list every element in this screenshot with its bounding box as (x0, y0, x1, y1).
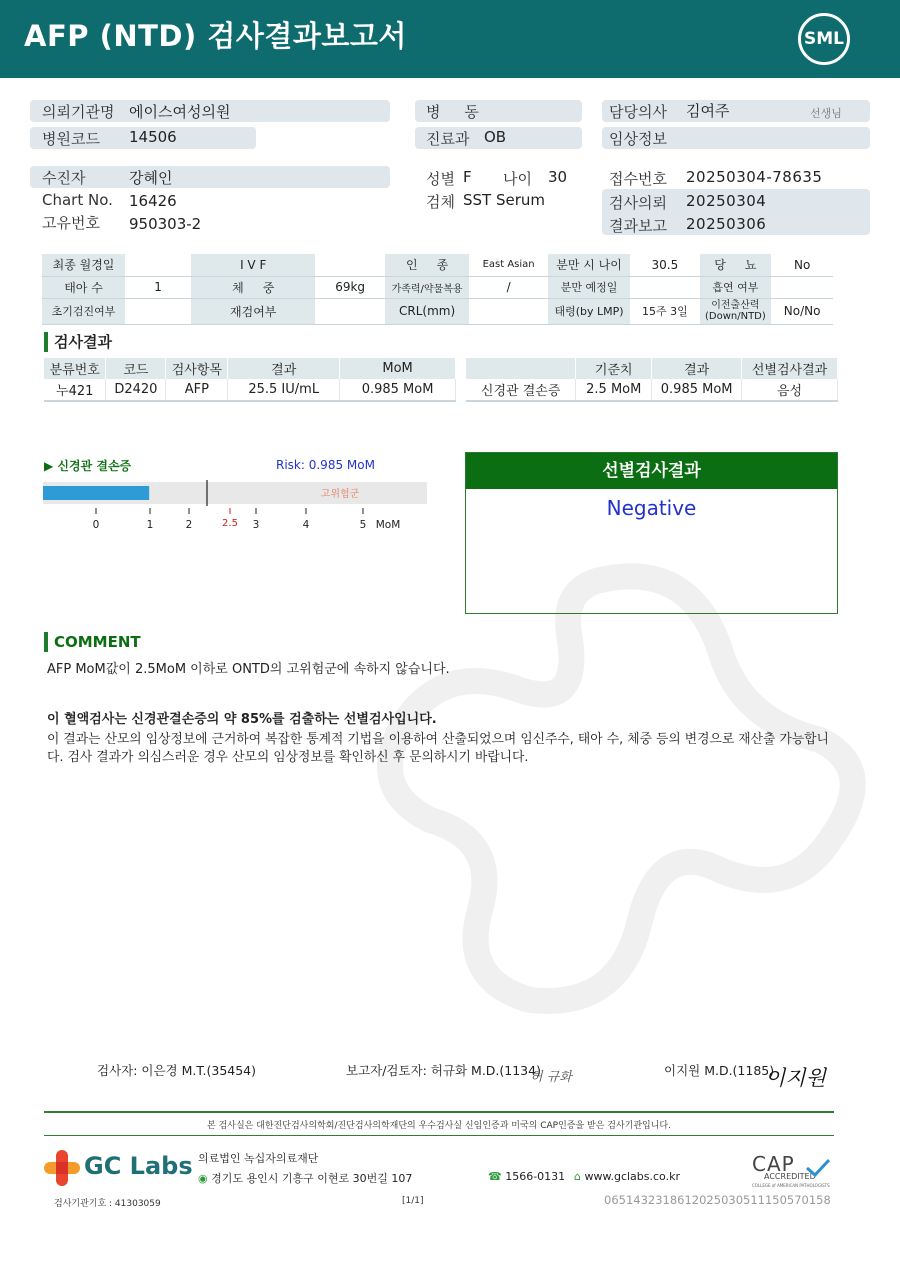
cap-logo: CAP (752, 1152, 795, 1176)
phone (488, 1170, 565, 1183)
col-header: 결과 (652, 358, 742, 379)
first-exam-value (125, 298, 191, 324)
clinical-label: 임상정보 (609, 130, 667, 148)
ga-value: 15주 3일 (630, 298, 699, 324)
unique-no-value: 950303-2 (129, 215, 202, 233)
clinical-row (42, 298, 833, 324)
ivf-value (315, 254, 385, 276)
retest-label: 재검여부 (191, 298, 315, 324)
triangle-icon: ▶ (44, 459, 54, 473)
col-header (466, 358, 576, 379)
prior-birth-value: No/No (771, 298, 833, 324)
tick-label: 2 (185, 519, 193, 531)
due-date-label: 분만 예정일 (548, 276, 630, 298)
patient-label: 수진자 (42, 169, 86, 187)
chart-no-label: Chart No. (42, 191, 113, 209)
receipt-label: 접수번호 (609, 170, 667, 188)
clinical-info-table (42, 254, 833, 325)
foundation-name: 의료법인 녹십자의료재단 (198, 1152, 319, 1165)
table-cell: 2.5 MoM (576, 379, 652, 401)
comment-title: COMMENT (44, 632, 141, 652)
family-history-value: / (469, 276, 548, 298)
handwritten-signature-1: 허 규화 (530, 1070, 572, 1085)
smoking-value (771, 276, 833, 298)
footer-divider (44, 1111, 834, 1113)
comment-line-1: AFP MoM값이 2.5MoM 이하로 ONTD의 고위험군에 속하지 않습니다. (47, 662, 450, 677)
prior-birth-label: 이전출산력 (Down/NTD) (700, 298, 772, 324)
check-icon (805, 1158, 831, 1178)
tick-label: 1 (146, 519, 154, 531)
home-icon: ⌂ (574, 1170, 581, 1183)
address-text: 경기도 용인시 기흥구 이현로 30번길 107 (211, 1172, 413, 1185)
col-header: 기준치 (576, 358, 652, 379)
dept-label: 진료과 (426, 130, 470, 148)
retest-value (315, 298, 385, 324)
doctor-value: 김여주 (686, 102, 730, 120)
weight-value: 69kg (315, 276, 385, 298)
cutoff-label: 2.5 (222, 518, 238, 529)
footer-divider (44, 1135, 834, 1136)
request-label: 검사의뢰 (609, 194, 667, 212)
screening-result-header: 선별검사결과 (466, 453, 837, 489)
chart-no-value: 16426 (129, 192, 177, 210)
results-section-title: 검사결과 (44, 332, 112, 352)
location-pin-icon: ◉ (198, 1172, 208, 1185)
comment-bold: 이 혈액검사는 신경관결손증의 약 85%를 검출하는 선별검사입니다. (47, 712, 437, 727)
fetus-count-value: 1 (125, 276, 191, 298)
high-risk-label: 고위험군 (320, 489, 360, 500)
request-value: 20250304 (686, 192, 767, 210)
address (198, 1170, 412, 1186)
ivf-label: I V F (191, 254, 315, 276)
inst-value: 에이스여성의원 (129, 103, 231, 121)
inst-label: 의뢰기관명 (42, 103, 115, 121)
lmp-label: 최종 월경일 (42, 254, 125, 276)
col-header: 코드 (106, 358, 166, 379)
table-cell: 25.5 IU/mL (228, 379, 340, 401)
diabetes-label: 당 뇨 (700, 254, 772, 276)
results-table (44, 358, 456, 402)
inst-code: 검사기관기호 : 41303059 (54, 1199, 161, 1209)
specimen-label: 검체 (426, 193, 455, 211)
risk-chart-title (44, 457, 131, 474)
clinical-row (42, 276, 833, 298)
table-row (44, 379, 456, 401)
diabetes-value: No (771, 254, 833, 276)
smoking-label: 흡연 여부 (700, 276, 772, 298)
screening-result-value: Negative (466, 495, 837, 520)
table-row (466, 379, 838, 401)
doctor-suffix: 선생님 (810, 107, 842, 120)
table-cell: 0.985 MoM (340, 379, 456, 401)
age-value: 30 (548, 168, 568, 186)
screening-table (466, 358, 838, 402)
table-cell: 누421 (44, 379, 106, 401)
accreditation-note: 본 검사실은 대한진단검사의학회/진단검사의학재단의 우수검사실 신임인증과 미국의 CAP인증을 받은 검사기관입니다. (207, 1121, 671, 1131)
doctor-label: 담당의사 (609, 103, 667, 121)
gc-labs-logo: GC Labs (84, 1152, 193, 1180)
race-label: 인 종 (385, 254, 469, 276)
delivery-age-value: 30.5 (630, 254, 699, 276)
table-cell: 음성 (742, 379, 838, 401)
screening-result-box (465, 452, 838, 614)
unit-label: MoM (375, 519, 401, 531)
tick-label: 3 (252, 519, 260, 531)
table-cell: AFP (166, 379, 228, 401)
sml-logo: SML (798, 13, 850, 65)
page-title: AFP (NTD) 검사결과보고서 (24, 19, 407, 53)
phone-text: 1566-0131 (505, 1170, 566, 1183)
ward-label: 병 동 (426, 103, 479, 121)
tester-signature: 검사자: 이은경 M.T.(35454) (97, 1063, 257, 1078)
tick-label: 4 (302, 519, 310, 531)
family-history-label: 가족력/약물복용 (385, 276, 469, 298)
col-header: 검사항목 (166, 358, 228, 379)
col-header: 선별검사결과 (742, 358, 838, 379)
reporter-signature: 보고자/검토자: 허규화 M.D.(1134) (346, 1063, 541, 1078)
report-date-value: 20250306 (686, 215, 767, 233)
hosp-code-label: 병원코드 (42, 130, 100, 148)
table-cell: 0.985 MoM (652, 379, 742, 401)
page-number: [1/1] (402, 1196, 424, 1206)
specimen-value: SST Serum (463, 191, 546, 209)
ga-label: 태령(by LMP) (548, 298, 630, 324)
table-cell: D2420 (106, 379, 166, 401)
first-exam-label: 초기검진여부 (42, 298, 125, 324)
risk-value-bar (43, 486, 149, 500)
dept-value: OB (484, 128, 507, 146)
doctor2-signature: 이지원 M.D.(1185) (664, 1063, 775, 1078)
risk-chart (40, 476, 440, 538)
crl-label: CRL(mm) (385, 298, 469, 324)
patient-value: 강혜인 (129, 169, 173, 187)
receipt-value: 20250304-78635 (686, 168, 823, 186)
tick-label: 5 (359, 519, 367, 531)
table-cell: 신경관 결손증 (466, 379, 576, 401)
comment-line-3: 이 결과는 산모의 임상정보에 근거하여 복잡한 통계적 기법을 이용하여 산출되었으며 임신주수, 태아 수, 체중 등의 변경으로 재산출 가능합니 (47, 732, 829, 747)
delivery-age-label: 분만 시 나이 (548, 254, 630, 276)
cap-small-text: COLLEGE of AMERICAN PATHOLOGISTS (752, 1183, 830, 1188)
barcode-number: 0651432318612025030511150570158 (604, 1193, 831, 1207)
race-value: East Asian (469, 254, 548, 276)
lmp-value (125, 254, 191, 276)
col-header: 분류번호 (44, 358, 106, 379)
fetus-count-label: 태아 수 (42, 276, 125, 298)
risk-chart-title-text: 신경관 결손증 (57, 459, 132, 473)
tick-label: 0 (92, 519, 100, 531)
col-header: MoM (340, 358, 456, 379)
cap-accredited: ACCREDITED (764, 1172, 816, 1181)
comment-line-4: 다. 검사 결과가 의심스러운 경우 산모의 임상정보를 확인하신 후 문의하시기 바랍니다. (47, 750, 529, 765)
weight-label: 체 중 (191, 276, 315, 298)
risk-label: Risk: 0.985 MoM (276, 458, 375, 472)
hosp-code-value: 14506 (129, 128, 177, 146)
unique-no-label: 고유번호 (42, 214, 100, 232)
report-date-label: 결과보고 (609, 217, 667, 235)
crl-value (469, 298, 548, 324)
website (574, 1170, 680, 1183)
due-date-value (630, 276, 699, 298)
sex-value: F (463, 168, 472, 186)
col-header: 결과 (228, 358, 340, 379)
clinical-row (42, 254, 833, 276)
gc-cross-logo-icon (44, 1150, 80, 1186)
handwritten-signature-2: 이지원 (765, 1066, 826, 1090)
phone-icon: ☎ (488, 1170, 502, 1183)
sex-label: 성별 (426, 170, 455, 188)
website-text: www.gclabs.co.kr (584, 1170, 680, 1183)
watermark-cross-icon (360, 540, 880, 1100)
age-label: 나이 (503, 170, 532, 188)
